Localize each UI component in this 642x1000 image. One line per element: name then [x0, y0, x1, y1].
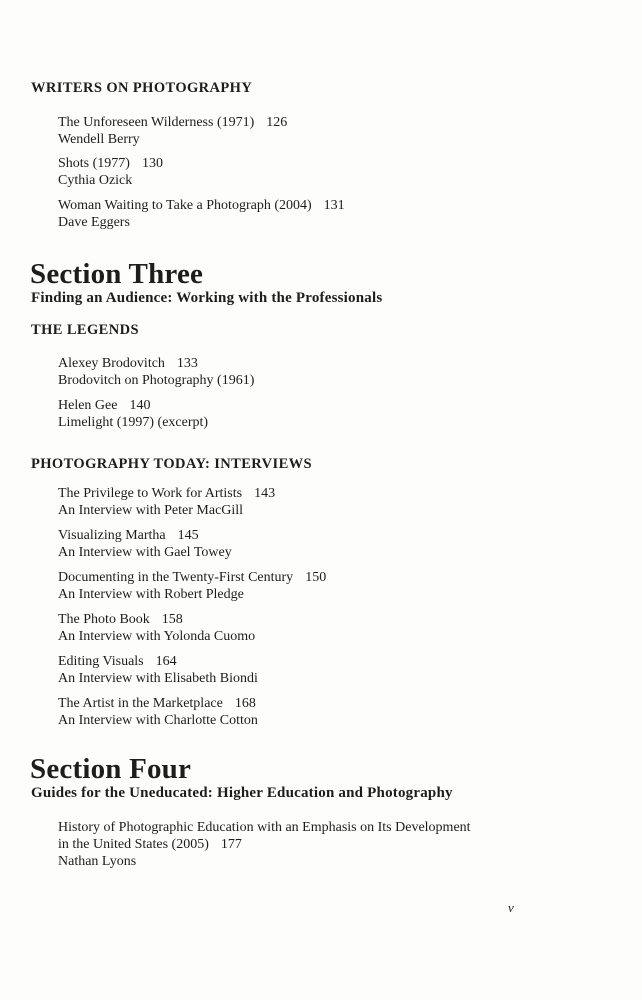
entry-title: Editing Visuals [58, 654, 144, 669]
toc-entry [58, 653, 258, 687]
entry-title: The Privilege to Work for Artists [58, 486, 243, 501]
entry-title: Shots (1977) [58, 156, 130, 171]
toc-entry [58, 485, 275, 519]
entry-subline: An Interview with Yolonda Cuomo [58, 629, 256, 644]
section-three-subtitle: Finding an Audience: Working with the Professionals [31, 290, 383, 306]
entry-title-line: in the United States (2005) [58, 837, 209, 852]
entry-subline: An Interview with Gael Towey [58, 545, 232, 560]
entry-title: The Unforeseen Wilderness (1971) [58, 115, 255, 130]
entry-title: Visualizing Martha [58, 528, 166, 543]
entry-title: Helen Gee [58, 398, 118, 413]
entry-page-number: 126 [266, 115, 288, 130]
toc-entry [58, 611, 255, 645]
entry-subline: Brodovitch on Photography (1961) [58, 373, 255, 388]
section-four-title: Section Four [30, 753, 192, 785]
toc-entry [58, 569, 326, 603]
entry-page-number: 140 [129, 398, 151, 413]
toc-entry [58, 397, 208, 431]
entry-page-number: 133 [176, 356, 198, 371]
entry-author: Wendell Berry [58, 132, 140, 147]
toc-entry [58, 155, 163, 189]
entry-author: Cythia Ozick [58, 173, 133, 188]
entry-page-number: 131 [323, 198, 345, 213]
entry-title: The Photo Book [58, 612, 150, 627]
entry-author: Nathan Lyons [58, 854, 137, 869]
entry-page-number: 168 [234, 696, 256, 711]
entry-page-number: 164 [155, 654, 177, 669]
entry-title: The Artist in the Marketplace [58, 696, 223, 711]
writers-on-photography-heading: WRITERS ON PHOTOGRAPHY [31, 80, 253, 96]
toc-entry [58, 819, 471, 870]
entry-title: Alexey Brodovitch [58, 356, 165, 371]
toc-entry [58, 197, 345, 231]
entry-subline: An Interview with Charlotte Cotton [58, 713, 258, 728]
entry-subline: An Interview with Elisabeth Biondi [58, 671, 258, 686]
entry-page-number: 158 [161, 612, 183, 627]
toc-entry [58, 527, 232, 561]
entry-page-number: 145 [177, 528, 199, 543]
toc-entry [58, 114, 287, 148]
entry-subline: An Interview with Robert Pledge [58, 587, 244, 602]
entry-title: Woman Waiting to Take a Photograph (2004) [58, 198, 312, 213]
entry-page-number: 130 [141, 156, 163, 171]
legends-heading: THE LEGENDS [31, 322, 139, 338]
toc-entry [58, 355, 254, 389]
entry-subline: Limelight (1997) (excerpt) [58, 415, 209, 430]
page-folio: v [508, 900, 514, 915]
photography-today-interviews-heading: PHOTOGRAPHY TODAY: INTERVIEWS [31, 456, 313, 472]
entry-title: Documenting in the Twenty-First Century [58, 570, 294, 585]
section-three-title: Section Three [30, 258, 204, 290]
entry-title-line: History of Photographic Education with an Emphasis on Its Development [58, 820, 471, 835]
entry-page-number: 177 [220, 837, 242, 852]
entry-author: Dave Eggers [58, 215, 130, 230]
toc-entry [58, 695, 258, 729]
entry-page-number: 150 [305, 570, 327, 585]
entry-page-number: 143 [254, 486, 276, 501]
entry-subline: An Interview with Peter MacGill [58, 503, 244, 518]
section-four-subtitle: Guides for the Uneducated: Higher Education and Photography [31, 785, 453, 801]
